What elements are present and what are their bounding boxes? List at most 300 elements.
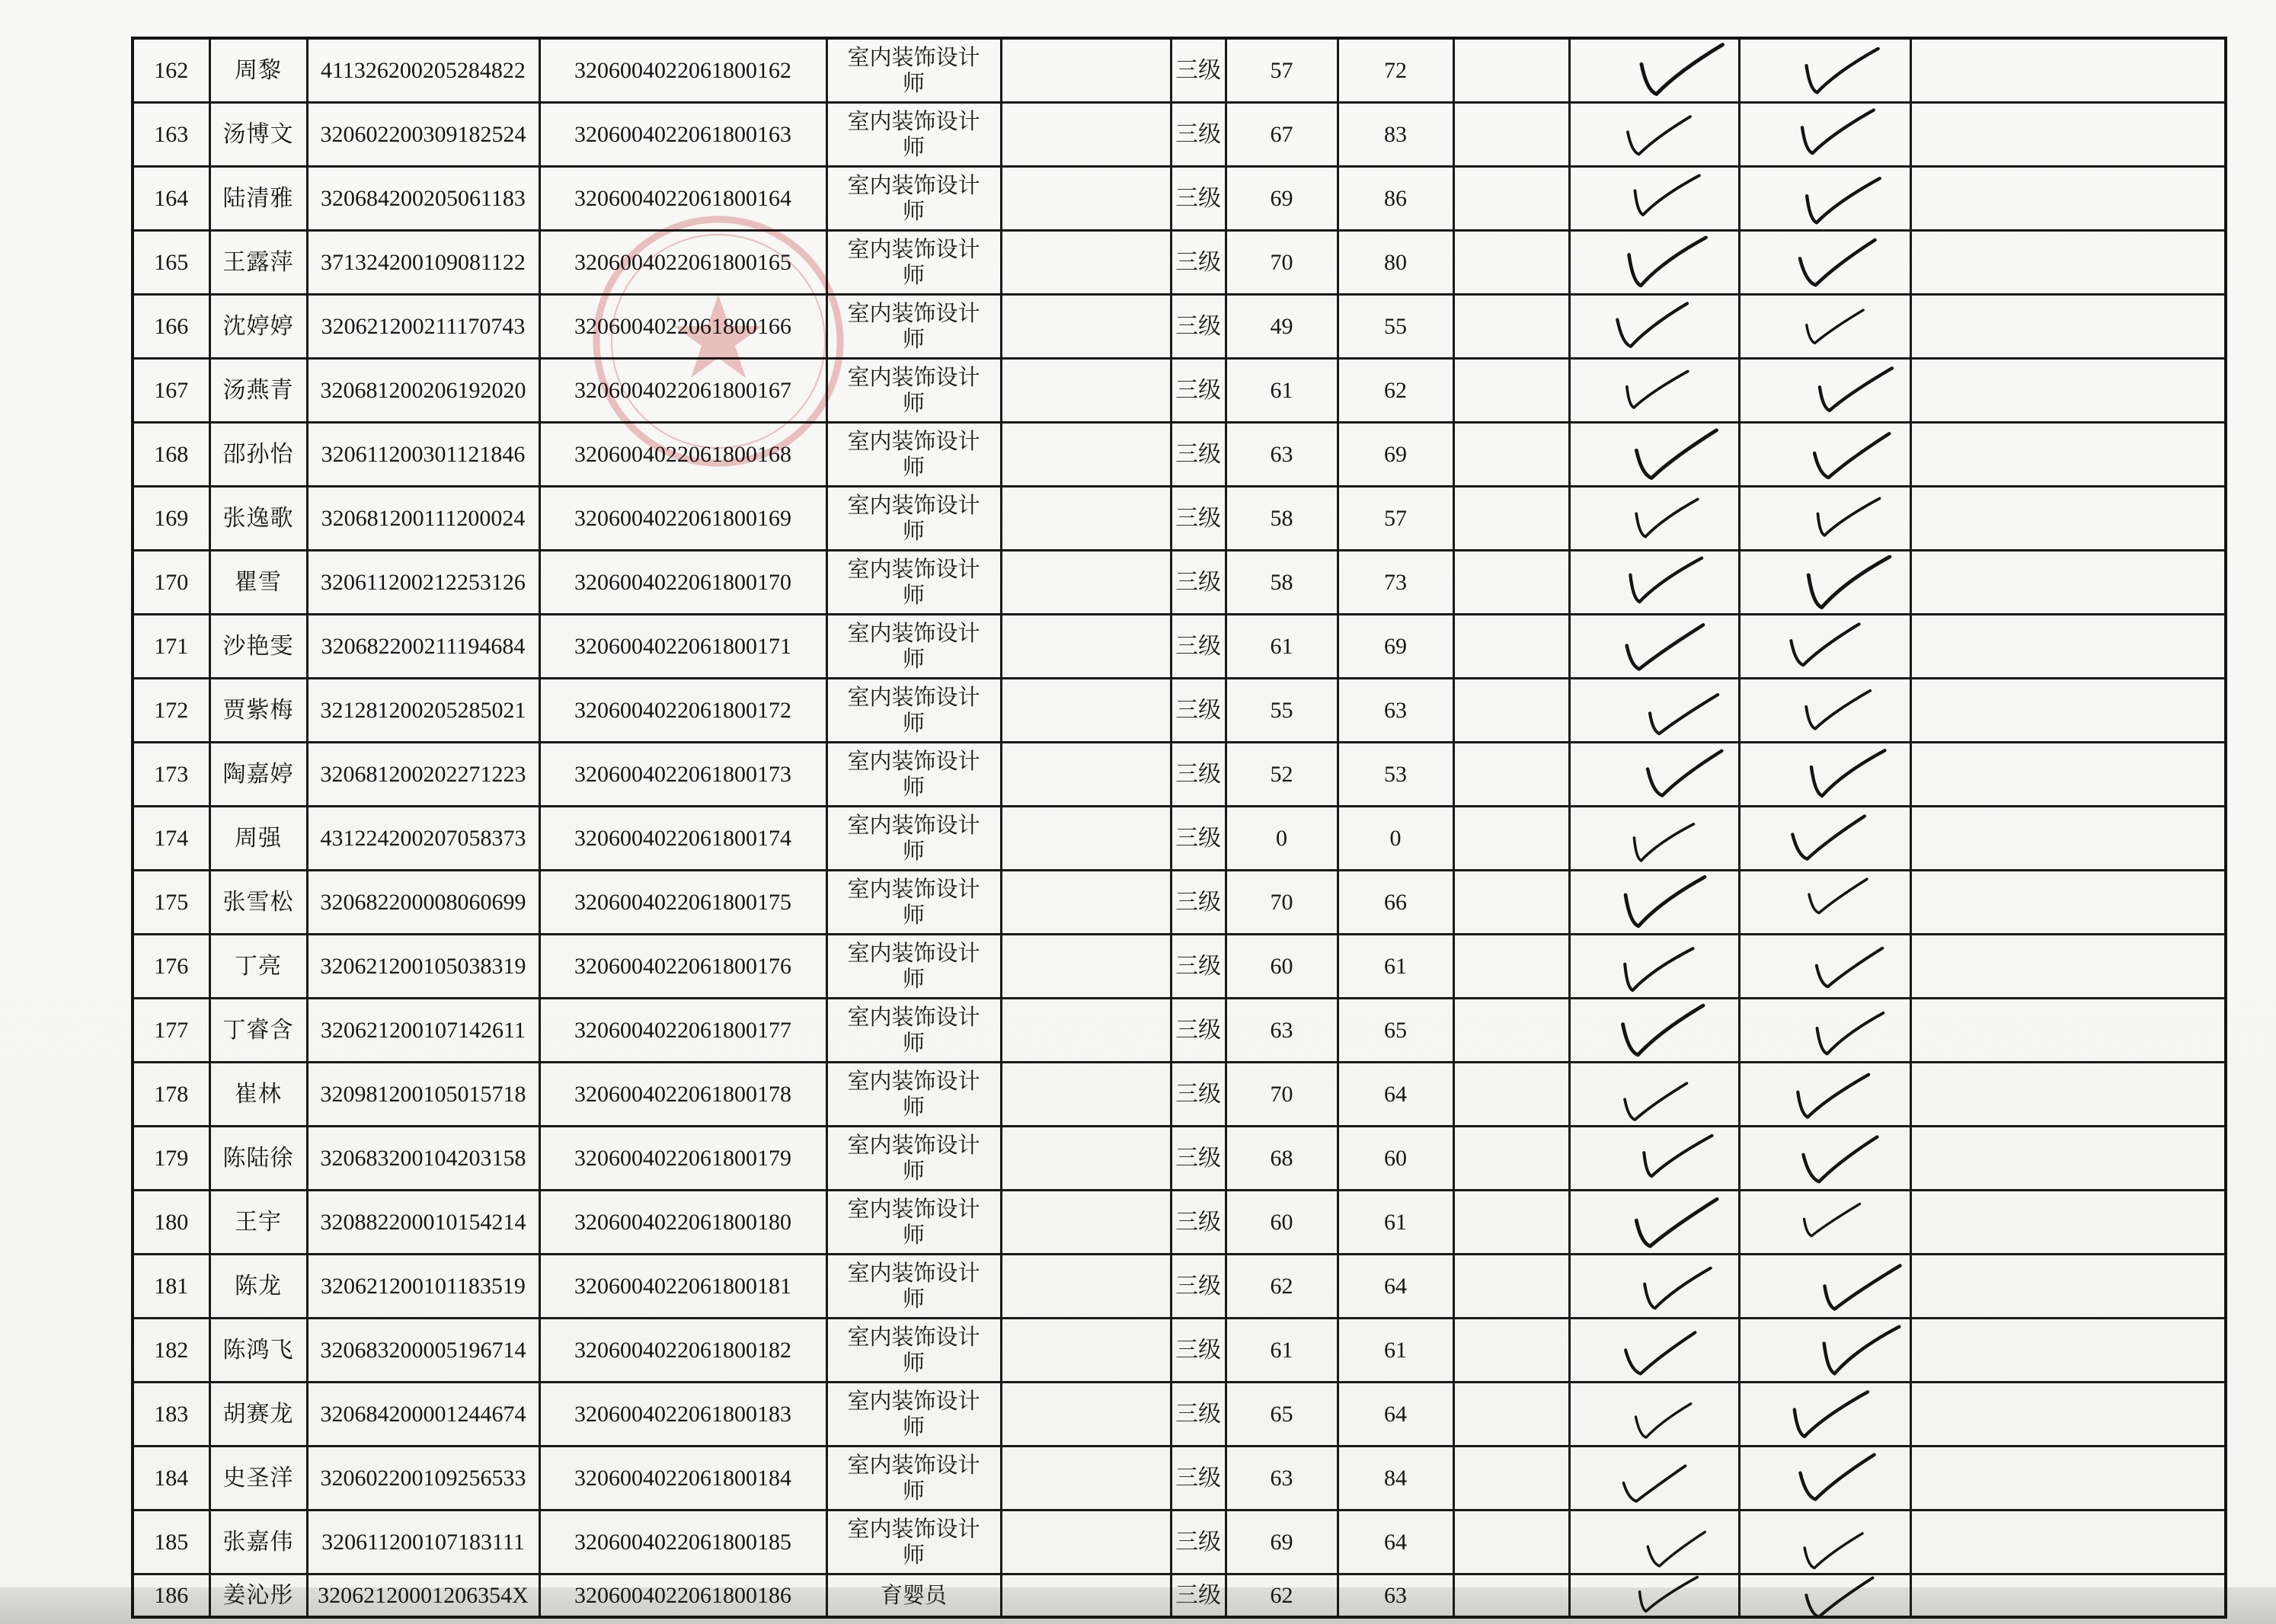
blank-cell (1001, 1383, 1171, 1447)
check-2-cell (1739, 999, 1910, 1063)
check-stroke (1645, 1136, 1712, 1176)
occupation (826, 1063, 1001, 1127)
candidate-name: 张雪松 (209, 871, 307, 935)
occupation (826, 551, 1001, 615)
check-wrapper (1571, 1575, 1738, 1616)
check-mark-icon (1804, 748, 1891, 804)
level: 三级 (1171, 487, 1226, 551)
check-1-cell (1569, 1063, 1739, 1127)
check-2-cell (1739, 743, 1910, 807)
level: 三级 (1171, 743, 1226, 807)
blank-cell (1453, 1191, 1569, 1255)
check-wrapper (1741, 296, 1910, 357)
occupation (826, 231, 1001, 295)
id-number: 320621200101183519 (307, 1255, 539, 1319)
occupation (826, 1511, 1001, 1574)
score-1: 49 (1226, 295, 1338, 359)
table-row (133, 359, 2226, 423)
check-wrapper (1571, 679, 1738, 741)
certificate-number: 3206004022061800166 (539, 295, 826, 359)
certificate-number: 3206004022061800186 (539, 1574, 826, 1618)
results-table-body (133, 38, 2226, 1617)
row-index: 166 (133, 295, 209, 359)
row-index: 186 (133, 1574, 209, 1618)
occupation-text: 室内装饰设计师 (847, 1196, 980, 1248)
score-1: 69 (1226, 167, 1338, 231)
blank-cell (1453, 231, 1569, 295)
candidate-name: 王宇 (209, 1191, 307, 1255)
blank-cell (1001, 1511, 1171, 1574)
check-1-cell (1569, 1383, 1739, 1447)
level: 三级 (1171, 1511, 1226, 1574)
check-2-cell (1739, 1127, 1910, 1191)
check-stroke (1630, 558, 1702, 602)
blank-cell (1910, 1063, 2226, 1127)
id-number: 320981200105015718 (307, 1063, 539, 1127)
check-1-cell (1569, 1319, 1739, 1383)
score-1: 58 (1226, 551, 1338, 615)
score-1: 70 (1226, 1063, 1338, 1127)
check-2-cell (1739, 38, 1910, 103)
candidate-name: 崔林 (209, 1063, 307, 1127)
occupation (826, 807, 1001, 871)
score-2: 66 (1338, 871, 1453, 935)
check-2-cell (1739, 295, 1910, 359)
blank-cell (1453, 1127, 1569, 1191)
check-wrapper (1741, 1191, 1910, 1253)
check-2-cell (1739, 359, 1910, 423)
score-1: 61 (1226, 615, 1338, 679)
blank-cell (1453, 38, 1569, 103)
row-index: 163 (133, 103, 209, 167)
check-mark-icon (1632, 426, 1728, 487)
check-mark-icon (1799, 687, 1875, 736)
certificate-number: 3206004022061800183 (539, 1383, 826, 1447)
certificate-number: 3206004022061800164 (539, 167, 826, 231)
level: 三级 (1171, 999, 1226, 1063)
certificate-number: 3206004022061800165 (539, 231, 826, 295)
score-2: 61 (1338, 1319, 1453, 1383)
occupation (826, 1191, 1001, 1255)
check-2-cell (1739, 679, 1910, 743)
blank-cell (1453, 167, 1569, 231)
blank-cell (1001, 1574, 1171, 1618)
occupation (826, 423, 1001, 487)
level: 三级 (1171, 1447, 1226, 1511)
check-mark-icon (1622, 555, 1707, 609)
table-row (133, 615, 2226, 679)
table-row (133, 1063, 2226, 1127)
check-stroke (1824, 1326, 1900, 1373)
check-mark-icon (1816, 1325, 1906, 1382)
candidate-name: 张嘉伟 (209, 1511, 307, 1574)
check-1-cell (1569, 231, 1739, 295)
level: 三级 (1171, 1319, 1226, 1383)
certificate-number: 3206004022061800170 (539, 551, 826, 615)
blank-cell (1453, 1511, 1569, 1574)
check-wrapper (1571, 104, 1738, 165)
row-index: 178 (133, 1063, 209, 1127)
id-number: 320882200010154214 (307, 1191, 539, 1255)
candidate-name: 陶嘉婷 (209, 743, 307, 807)
id-number: 320682200008060699 (307, 871, 539, 935)
table-row (133, 1447, 2226, 1511)
blank-cell (1001, 551, 1171, 615)
candidate-name: 瞿雪 (209, 551, 307, 615)
level: 三级 (1171, 679, 1226, 743)
blank-cell (1910, 1574, 2226, 1618)
table-row (133, 1383, 2226, 1447)
table-row (133, 1255, 2226, 1319)
check-stroke (1806, 691, 1870, 729)
check-stroke (1800, 1455, 1874, 1500)
blank-cell (1453, 1447, 1569, 1511)
check-mark-icon (1801, 1133, 1889, 1190)
score-2: 62 (1338, 359, 1453, 423)
candidate-name: 胡赛龙 (209, 1383, 307, 1447)
occupation (826, 615, 1001, 679)
check-1-cell (1569, 295, 1739, 359)
level: 三级 (1171, 103, 1226, 167)
row-index: 172 (133, 679, 209, 743)
check-stroke (1820, 369, 1892, 411)
occupation-text: 室内装饰设计师 (847, 556, 980, 608)
check-wrapper (1741, 807, 1910, 869)
certificate-number: 3206004022061800174 (539, 807, 826, 871)
check-wrapper (1571, 1383, 1738, 1445)
occupation-text: 室内装饰设计师 (847, 1132, 980, 1184)
check-mark-icon (1630, 1194, 1727, 1255)
blank-cell (1910, 1319, 2226, 1383)
table-row (133, 1319, 2226, 1383)
blank-cell (1910, 231, 2226, 295)
check-mark-icon (1802, 1574, 1881, 1624)
occupation (826, 167, 1001, 231)
occupation-text: 室内装饰设计师 (847, 1388, 980, 1440)
check-wrapper (1571, 1127, 1738, 1189)
blank-cell (1453, 1319, 1569, 1383)
blank-cell (1001, 743, 1171, 807)
blank-cell (1453, 487, 1569, 551)
check-stroke (1792, 816, 1865, 858)
check-1-cell (1569, 679, 1739, 743)
occupation-text: 室内装饰设计师 (847, 684, 980, 736)
blank-cell (1910, 38, 2226, 103)
check-stroke (1635, 824, 1694, 861)
blank-cell (1910, 103, 2226, 167)
score-1: 63 (1226, 423, 1338, 487)
check-stroke (1817, 1013, 1884, 1054)
blank-cell (1001, 487, 1171, 551)
score-1: 63 (1226, 999, 1338, 1063)
occupation-text: 室内装饰设计师 (847, 748, 980, 800)
occupation-text: 室内装饰设计师 (847, 876, 980, 928)
check-2-cell (1739, 551, 1910, 615)
check-wrapper (1571, 1447, 1738, 1509)
check-mark-icon (1790, 1071, 1875, 1125)
level: 三级 (1171, 615, 1226, 679)
level: 三级 (1171, 359, 1226, 423)
occupation (826, 1127, 1001, 1191)
id-number: 320682200211194684 (307, 615, 539, 679)
check-stroke (1629, 237, 1706, 285)
blank-cell (1001, 231, 1171, 295)
level: 三级 (1171, 423, 1226, 487)
candidate-name: 沈婷婷 (209, 295, 307, 359)
row-index: 165 (133, 231, 209, 295)
score-2: 72 (1338, 38, 1453, 103)
score-1: 69 (1226, 1511, 1338, 1574)
check-1-cell (1569, 615, 1739, 679)
check-stroke (1650, 695, 1718, 734)
check-wrapper (1741, 871, 1910, 933)
certificate-number: 3206004022061800163 (539, 103, 826, 167)
check-1-cell (1569, 103, 1739, 167)
candidate-name: 王露萍 (209, 231, 307, 295)
occupation-text: 室内装饰设计师 (847, 1004, 980, 1056)
check-stroke (1648, 1532, 1705, 1566)
check-mark-icon (1619, 368, 1692, 414)
occupation (826, 38, 1001, 103)
check-stroke (1811, 750, 1884, 796)
level: 三级 (1171, 1063, 1226, 1127)
certificate-number: 3206004022061800179 (539, 1127, 826, 1191)
check-wrapper (1741, 40, 1910, 101)
check-wrapper (1571, 615, 1738, 677)
blank-cell (1910, 999, 2226, 1063)
score-2: 55 (1338, 295, 1453, 359)
certificate-number: 3206004022061800182 (539, 1319, 826, 1383)
blank-cell (1001, 999, 1171, 1063)
check-mark-icon (1799, 46, 1885, 101)
blank-cell (1001, 38, 1171, 103)
check-wrapper (1741, 743, 1910, 805)
id-number: 371324200109081122 (307, 231, 539, 295)
check-wrapper (1741, 1447, 1910, 1509)
check-stroke (1801, 110, 1873, 154)
check-stroke (1804, 1137, 1878, 1182)
occupation (826, 1383, 1001, 1447)
check-stroke (1806, 49, 1878, 93)
occupation-text: 室内装饰设计师 (847, 1260, 980, 1312)
candidate-name: 汤燕青 (209, 359, 307, 423)
candidate-name: 姜沁彤 (209, 1574, 307, 1618)
id-number: 320611200107183111 (307, 1511, 539, 1574)
check-stroke (1636, 1199, 1717, 1246)
check-stroke (1636, 430, 1716, 478)
score-1: 62 (1226, 1255, 1338, 1319)
certificate-number: 3206004022061800173 (539, 743, 826, 807)
score-2: 63 (1338, 1574, 1453, 1618)
level: 三级 (1171, 38, 1226, 103)
blank-cell (1453, 999, 1569, 1063)
check-2-cell (1739, 1191, 1910, 1255)
id-number: 320681200111200024 (307, 487, 539, 551)
check-mark-icon (1623, 1328, 1706, 1381)
score-1: 67 (1226, 103, 1338, 167)
check-wrapper (1741, 935, 1910, 997)
check-1-cell (1569, 38, 1739, 103)
score-1: 70 (1226, 231, 1338, 295)
score-2: 64 (1338, 1383, 1453, 1447)
check-stroke (1817, 499, 1879, 536)
check-mark-icon (1798, 175, 1885, 231)
check-wrapper (1571, 1511, 1738, 1573)
blank-cell (1910, 1191, 2226, 1255)
candidate-name: 周强 (209, 807, 307, 871)
occupation (826, 295, 1001, 359)
check-mark-icon (1636, 41, 1733, 103)
table-row (133, 1511, 2226, 1574)
blank-cell (1910, 1127, 2226, 1191)
check-wrapper (1571, 296, 1738, 357)
certificate-number: 3206004022061800176 (539, 935, 826, 999)
score-2: 83 (1338, 103, 1453, 167)
check-1-cell (1569, 871, 1739, 935)
score-1: 65 (1226, 1383, 1338, 1447)
table-row (133, 167, 2226, 231)
check-mark-icon (1801, 555, 1898, 616)
check-wrapper (1741, 168, 1910, 229)
row-index: 167 (133, 359, 209, 423)
blank-cell (1001, 935, 1171, 999)
id-number: 320681200202271223 (307, 743, 539, 807)
level: 三级 (1171, 231, 1226, 295)
check-mark-icon (1801, 306, 1868, 350)
blank-cell (1910, 743, 2226, 807)
row-index: 168 (133, 423, 209, 487)
score-1: 55 (1226, 679, 1338, 743)
row-index: 170 (133, 551, 209, 615)
certificate-number: 3206004022061800171 (539, 615, 826, 679)
check-mark-icon (1809, 495, 1883, 542)
score-1: 70 (1226, 871, 1338, 935)
check-1-cell (1569, 935, 1739, 999)
check-mark-icon (1626, 822, 1697, 867)
occupation-text: 室内装饰设计师 (847, 1516, 980, 1568)
check-stroke (1648, 751, 1721, 796)
check-1-cell (1569, 1511, 1739, 1574)
candidate-name: 贾紫梅 (209, 679, 307, 743)
check-stroke (1825, 1265, 1900, 1309)
score-2: 69 (1338, 615, 1453, 679)
occupation (826, 487, 1001, 551)
check-stroke (1623, 1466, 1685, 1501)
check-stroke (1800, 240, 1875, 285)
check-wrapper (1571, 743, 1738, 805)
check-stroke (1627, 625, 1703, 670)
table-row (133, 679, 2226, 743)
table-row (133, 999, 2226, 1063)
check-2-cell (1739, 103, 1910, 167)
score-1: 61 (1226, 1319, 1338, 1383)
check-stroke (1640, 1577, 1698, 1611)
certificate-number: 3206004022061800172 (539, 679, 826, 743)
table-row (133, 1127, 2226, 1191)
check-stroke (1814, 433, 1889, 478)
score-2: 86 (1338, 167, 1453, 231)
check-stroke (1804, 1533, 1862, 1568)
check-stroke (1623, 1005, 1703, 1055)
score-2: 63 (1338, 679, 1453, 743)
check-2-cell (1739, 423, 1910, 487)
id-number: 320611200212253126 (307, 551, 539, 615)
level: 三级 (1171, 1574, 1226, 1618)
check-wrapper (1571, 232, 1738, 293)
blank-cell (1001, 359, 1171, 423)
score-2: 73 (1338, 551, 1453, 615)
occupation (826, 743, 1001, 807)
blank-cell (1001, 807, 1171, 871)
score-2: 53 (1338, 743, 1453, 807)
check-stroke (1798, 1074, 1868, 1117)
check-2-cell (1739, 871, 1910, 935)
table-row (133, 38, 2226, 103)
score-1: 57 (1226, 38, 1338, 103)
certificate-number: 3206004022061800178 (539, 1063, 826, 1127)
check-1-cell (1569, 1255, 1739, 1319)
blank-cell (1453, 295, 1569, 359)
blank-cell (1001, 1127, 1171, 1191)
occupation-text: 室内装饰设计师 (847, 492, 980, 544)
check-1-cell (1569, 999, 1739, 1063)
check-mark-icon (1630, 497, 1704, 543)
check-1-cell (1569, 1191, 1739, 1255)
check-wrapper (1571, 935, 1738, 997)
score-2: 69 (1338, 423, 1453, 487)
occupation (826, 359, 1001, 423)
check-stroke (1792, 624, 1859, 665)
score-2: 64 (1338, 1255, 1453, 1319)
check-stroke (1809, 557, 1891, 607)
row-index: 171 (133, 615, 209, 679)
check-mark-icon (1621, 1461, 1695, 1508)
candidate-name: 陈陆徐 (209, 1127, 307, 1191)
certificate-number: 3206004022061800162 (539, 38, 826, 103)
id-number: 320621200211170743 (307, 295, 539, 359)
blank-cell (1453, 1383, 1569, 1447)
score-1: 62 (1226, 1574, 1338, 1618)
check-1-cell (1569, 1574, 1739, 1618)
check-wrapper (1741, 1319, 1910, 1381)
check-stroke (1806, 1578, 1872, 1616)
check-mark-icon (1804, 875, 1874, 919)
check-mark-icon (1645, 1529, 1714, 1572)
row-index: 174 (133, 807, 209, 871)
blank-cell (1910, 807, 2226, 871)
score-2: 57 (1338, 487, 1453, 551)
check-1-cell (1569, 359, 1739, 423)
check-mark-icon (1798, 1200, 1864, 1242)
occupation-text: 室内装饰设计师 (847, 940, 980, 992)
id-number: 320683200104203158 (307, 1127, 539, 1191)
check-mark-icon (1811, 944, 1890, 994)
row-index: 182 (133, 1319, 209, 1383)
check-wrapper (1571, 999, 1738, 1061)
level: 三级 (1171, 807, 1226, 871)
table-row (133, 935, 2226, 999)
id-number: 320611200301121846 (307, 423, 539, 487)
check-wrapper (1741, 1255, 1910, 1317)
table-row (133, 1574, 2226, 1618)
id-number: 320684200001244674 (307, 1383, 539, 1447)
check-mark-icon (1632, 1402, 1698, 1443)
blank-cell (1453, 423, 1569, 487)
occupation (826, 1447, 1001, 1511)
check-wrapper (1571, 1255, 1738, 1317)
blank-cell (1910, 615, 2226, 679)
blank-cell (1001, 295, 1171, 359)
